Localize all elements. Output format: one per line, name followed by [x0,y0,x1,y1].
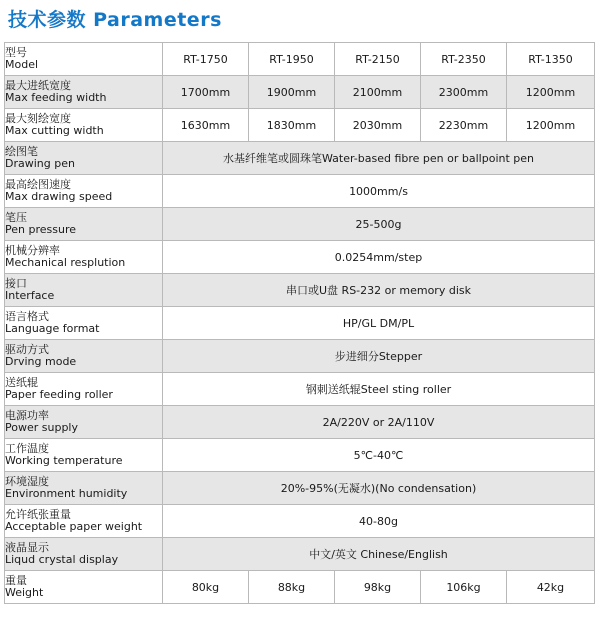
row-label [5,274,163,307]
row-label-english: Working temperature [5,454,123,467]
row-label-chinese: 重量 [5,574,27,587]
row-label-english: Drawing pen [5,157,75,170]
table-row [5,538,595,571]
value-cell: 1200mm [507,109,595,142]
table-row [5,76,595,109]
value-cell-merged: 1000mm/s [163,175,595,208]
value-cell: 1700mm [163,76,249,109]
value-cell-merged: 20%-95%(无凝水)(No condensation) [163,472,595,505]
value-cell-merged: 40-80g [163,505,595,538]
row-label-english: Drving mode [5,355,77,368]
table-row [5,505,595,538]
table-row [5,274,595,307]
row-label-english: Environment humidity [5,487,128,500]
row-label-chinese: 液晶显示 [5,541,49,554]
row-label [5,538,163,571]
value-cell: 88kg [249,571,335,604]
value-cell-merged: 0.0254mm/step [163,241,595,274]
row-label-english: Paper feeding roller [5,388,113,401]
row-label-english: Acceptable paper weight [5,520,143,533]
row-label-chinese: 最高绘图速度 [5,178,71,191]
row-label-english: Pen pressure [5,223,76,236]
row-label [5,109,163,142]
value-cell-merged: 水基纤维笔或圆珠笔Water-based fibre pen or ballpoint pen [163,142,595,175]
value-cell: 2300mm [421,76,507,109]
row-label-chinese: 笔压 [5,211,27,224]
row-label [5,406,163,439]
table-row [5,307,595,340]
parameters-table [4,42,595,604]
row-label-english: Model [5,58,39,71]
row-label [5,142,163,175]
row-label-chinese: 型号 [5,46,27,59]
value-cell-merged: HP/GL DM/PL [163,307,595,340]
page-title: 技术参数 Parameters [8,9,222,31]
value-cell-merged: 中文/英文 Chinese/English [163,538,595,571]
row-label [5,571,163,604]
value-cell-merged: 串口或U盘 RS-232 or memory disk [163,274,595,307]
row-label-chinese: 允许纸张重量 [5,508,71,521]
value-cell: RT-1750 [163,43,249,76]
value-cell: RT-2150 [335,43,421,76]
value-cell: 2030mm [335,109,421,142]
value-cell: RT-1350 [507,43,595,76]
row-label-chinese: 电源功率 [5,409,49,422]
row-label-chinese: 最大进纸宽度 [5,79,71,92]
value-cell-merged: 2A/220V or 2A/110V [163,406,595,439]
row-label-chinese: 接口 [5,277,27,290]
row-label-chinese: 最大刻绘宽度 [5,112,71,125]
row-label-chinese: 语言格式 [5,310,49,323]
table-row [5,439,595,472]
row-label-chinese: 绘图笔 [5,145,38,158]
row-label-english: Max cutting width [5,124,104,137]
row-label [5,241,163,274]
row-label [5,439,163,472]
table-row [5,43,595,76]
row-label [5,505,163,538]
row-label-chinese: 机械分辨率 [5,244,60,257]
table-row [5,241,595,274]
table-row [5,142,595,175]
row-label-chinese: 送纸辊 [5,376,38,389]
table-row [5,109,595,142]
row-label [5,208,163,241]
row-label-english: Mechanical resplution [5,256,126,269]
row-label [5,43,163,76]
value-cell: RT-1950 [249,43,335,76]
value-cell-merged: 25-500g [163,208,595,241]
value-cell: 106kg [421,571,507,604]
value-cell: RT-2350 [421,43,507,76]
value-cell: 1200mm [507,76,595,109]
value-cell-merged: 步进细分Stepper [163,340,595,373]
value-cell: 1630mm [163,109,249,142]
row-label-chinese: 工作温度 [5,442,49,455]
value-cell-merged: 5℃-40℃ [163,439,595,472]
table-row [5,340,595,373]
parameters-table-body [5,43,595,604]
table-row [5,175,595,208]
row-label-english: Liqud crystal display [5,553,119,566]
value-cell: 80kg [163,571,249,604]
value-cell: 2230mm [421,109,507,142]
value-cell: 42kg [507,571,595,604]
row-label-english: Interface [5,289,55,302]
row-label-english: Language format [5,322,100,335]
table-row [5,406,595,439]
value-cell: 2100mm [335,76,421,109]
row-label [5,175,163,208]
row-label-english: Weight [5,586,44,599]
table-row [5,373,595,406]
row-label [5,76,163,109]
value-cell: 1830mm [249,109,335,142]
row-label-english: Power supply [5,421,78,434]
value-cell-merged: 钢刺送纸辊Steel sting roller [163,373,595,406]
row-label-english: Max drawing speed [5,190,113,203]
row-label [5,340,163,373]
row-label [5,472,163,505]
row-label-chinese: 驱动方式 [5,343,49,356]
row-label-chinese: 环境湿度 [5,475,49,488]
table-row [5,208,595,241]
row-label [5,373,163,406]
table-row [5,472,595,505]
value-cell: 1900mm [249,76,335,109]
table-row [5,571,595,604]
row-label [5,307,163,340]
value-cell: 98kg [335,571,421,604]
row-label-english: Max feeding width [5,91,107,104]
